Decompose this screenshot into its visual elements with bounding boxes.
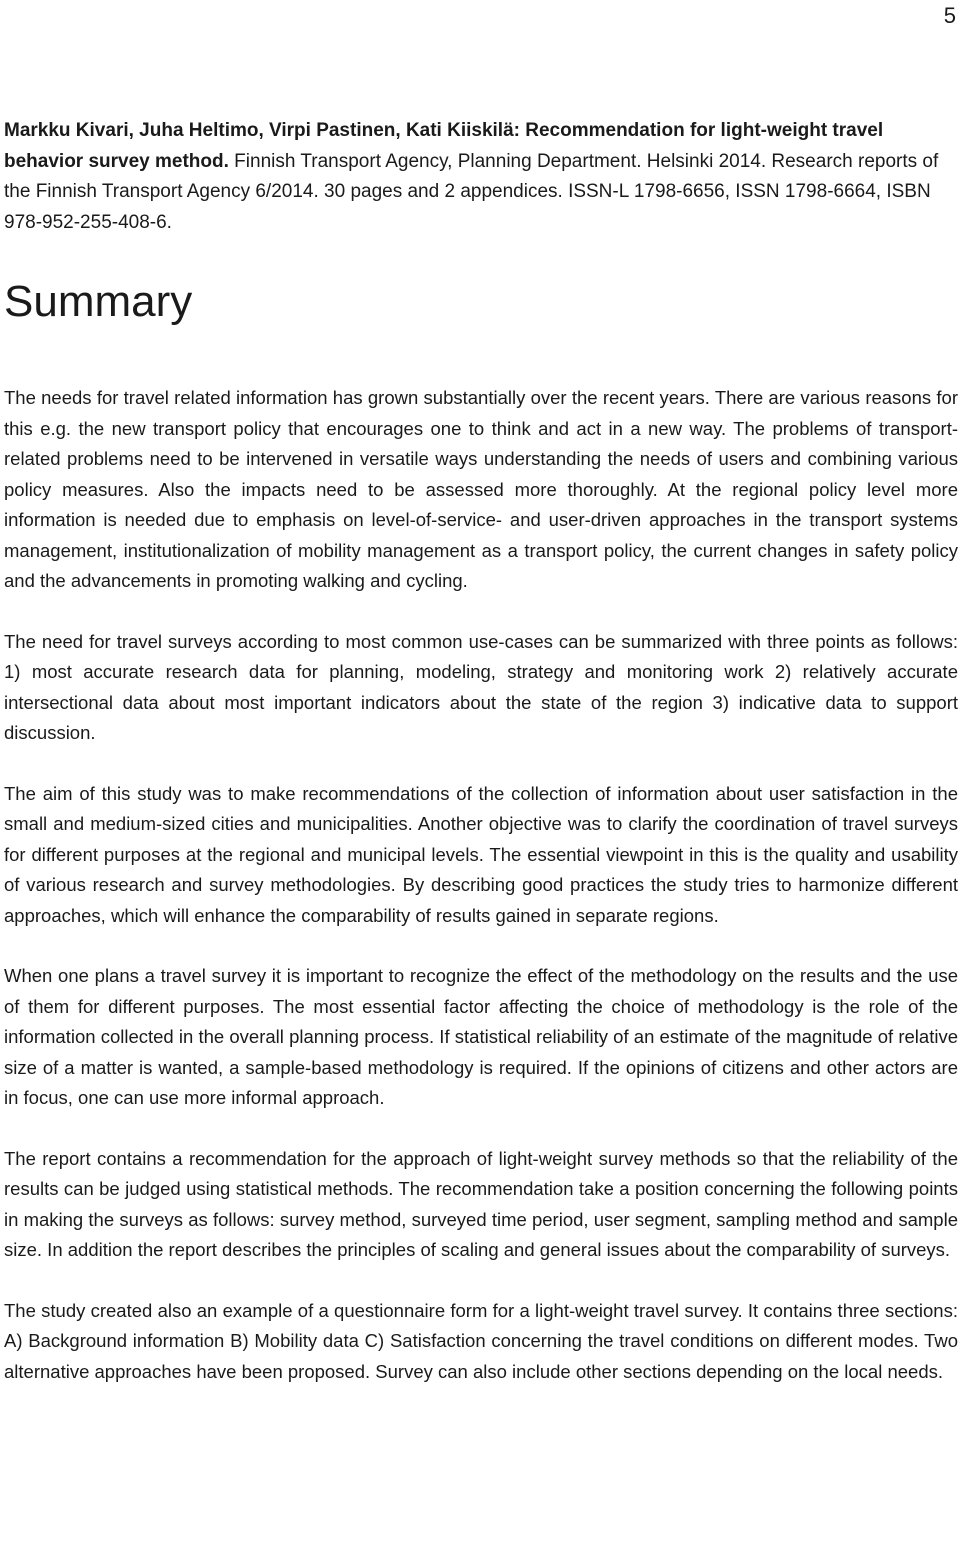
paragraph: The study created also an example of a questionnaire form for a light-weight travel survey. It contains three sections: A) Background information B) Mobility data C) Satisfaction concerning the travel conditions on different modes. Two alternative approaches have been proposed. Survey can also include other sections depending on the local needs. [4,1299,958,1382]
paragraph: The aim of this study was to make recommendations of the collection of information about user satisfaction in the small and medium-sized cities and municipalities. Another objective was to clarify the coordination of travel surveys for different purposes at the regional and municipal levels. The essential viewpoint in this is the quality and usability of various research and survey methodologies. By describing good practices the study tries to harmonize different approaches, which will enhance the comparability of results gained in separate regions. [4,782,958,926]
paragraph: The needs for travel related information has grown substantially over the recent years. There are various reasons for this e.g. the new transport policy that encourages one to think and act in a new way. The problems of transport-related problems need to be intervened in versatile ways understanding the needs of users and combining various policy measures. Also the impacts need to be assessed more thoroughly. At the regional policy level more information is needed due to emphasis on level-of-service- and user-driven approaches in the transport systems management, institutionalization of mobility management as a transport policy, the current changes in safety policy and the advancements in promoting walking and cycling. [4,387,958,591]
citation-authors: Markku Kivari, Juha Heltimo, Virpi Pastinen, Kati Kiiskilä: Recommendation for light-weight travel behavior survey method. [4,120,884,172]
paragraph: When one plans a travel survey it is important to recognize the effect of the methodology on the results and the use of them for different purposes. The most essential factor affecting the choice of methodology is the role of the information collected in the overall planning process. If statistical reliability of an estimate of the magnitude of relative size of a matter is wanted, a sample-based methodology is required. If the opinions of citizens and other actors are in focus, one can use more informal approach. [4,965,958,1108]
citation [4,116,958,238]
paragraph: The report contains a recommendation for the approach of light-weight survey methods so that the reliability of the results can be judged using statistical methods. The recommendation take a position concerning the following points in making the surveys as follows: survey method, surveyed time period, user segment, sampling method and sample size. In addition the report describes the principles of scaling and general issues about the comparability of surveys. [4,1147,958,1260]
page-number: 5 [943,3,956,28]
section-heading: Summary [4,277,193,326]
citation-details: Finnish Transport Agency, Planning Department. Helsinki 2014. Research reports of the Finnish Transport Agency 6/2014. 30 pages and 2 appendices. ISSN-L 1798-6656, ISSN 1798-6664, ISBN 978-952-255-408-6. [4,150,939,233]
summary-body [4,383,958,1387]
paragraph: The need for travel surveys according to most common use-cases can be summarized with three points as follows: 1) most accurate research data for planning, modeling, strategy and monitoring work 2) relatively accurate intersectional data about most important indicators about the state of the region 3) indicative data to support discussion. [4,630,958,743]
